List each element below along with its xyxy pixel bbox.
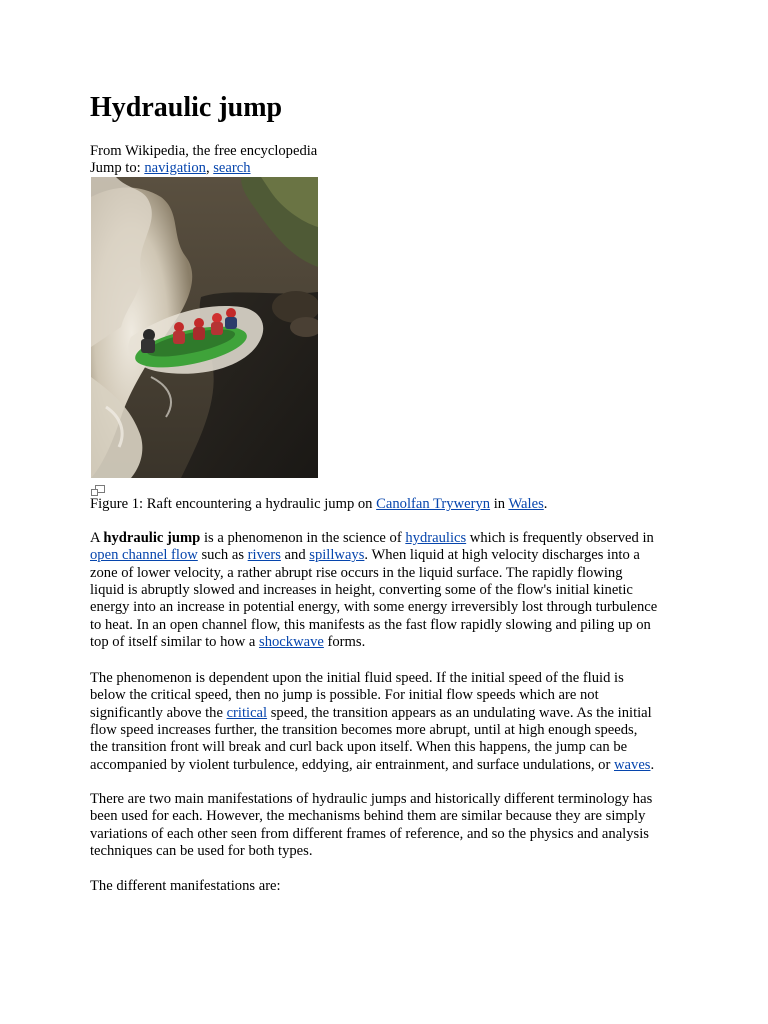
jump-to-label: Jump to: [90,160,145,176]
jump-to-bar [90,160,251,177]
caption-text: Figure 1: Raft encountering a hydraulic jump on [90,496,377,512]
rivers-link[interactable]: rivers [247,547,281,564]
raft-photo[interactable] [91,177,318,478]
caption-text: in [490,496,509,512]
jump-to-search-link[interactable]: search [213,160,251,176]
spillways-link[interactable]: spillways [309,547,365,564]
jump-to-separator: , [205,160,214,176]
article-tagline: From Wikipedia, the free encyclopedia [90,143,318,159]
enlarge-icon[interactable] [91,484,105,495]
shockwave-link[interactable]: shockwave [259,633,324,650]
hydraulics-link[interactable]: hydraulics [405,530,467,546]
caption-text: . [543,496,548,512]
canolfan-tryweryn-link[interactable]: Canolfan Tryweryn [376,496,491,512]
figure-caption [90,496,547,513]
bold-term: hydraulic jump [103,530,201,546]
page-title: Hydraulic jump [90,92,283,123]
critical-link[interactable]: critical [226,704,268,721]
jump-to-navigation-link[interactable]: navigation [144,160,206,176]
waves-link[interactable]: waves [614,756,651,773]
open-channel-flow-link[interactable]: open channel flow [90,547,198,564]
wales-link[interactable]: Wales [508,496,544,512]
paragraph-different-manifestations: The different manifestations are: [90,878,281,894]
